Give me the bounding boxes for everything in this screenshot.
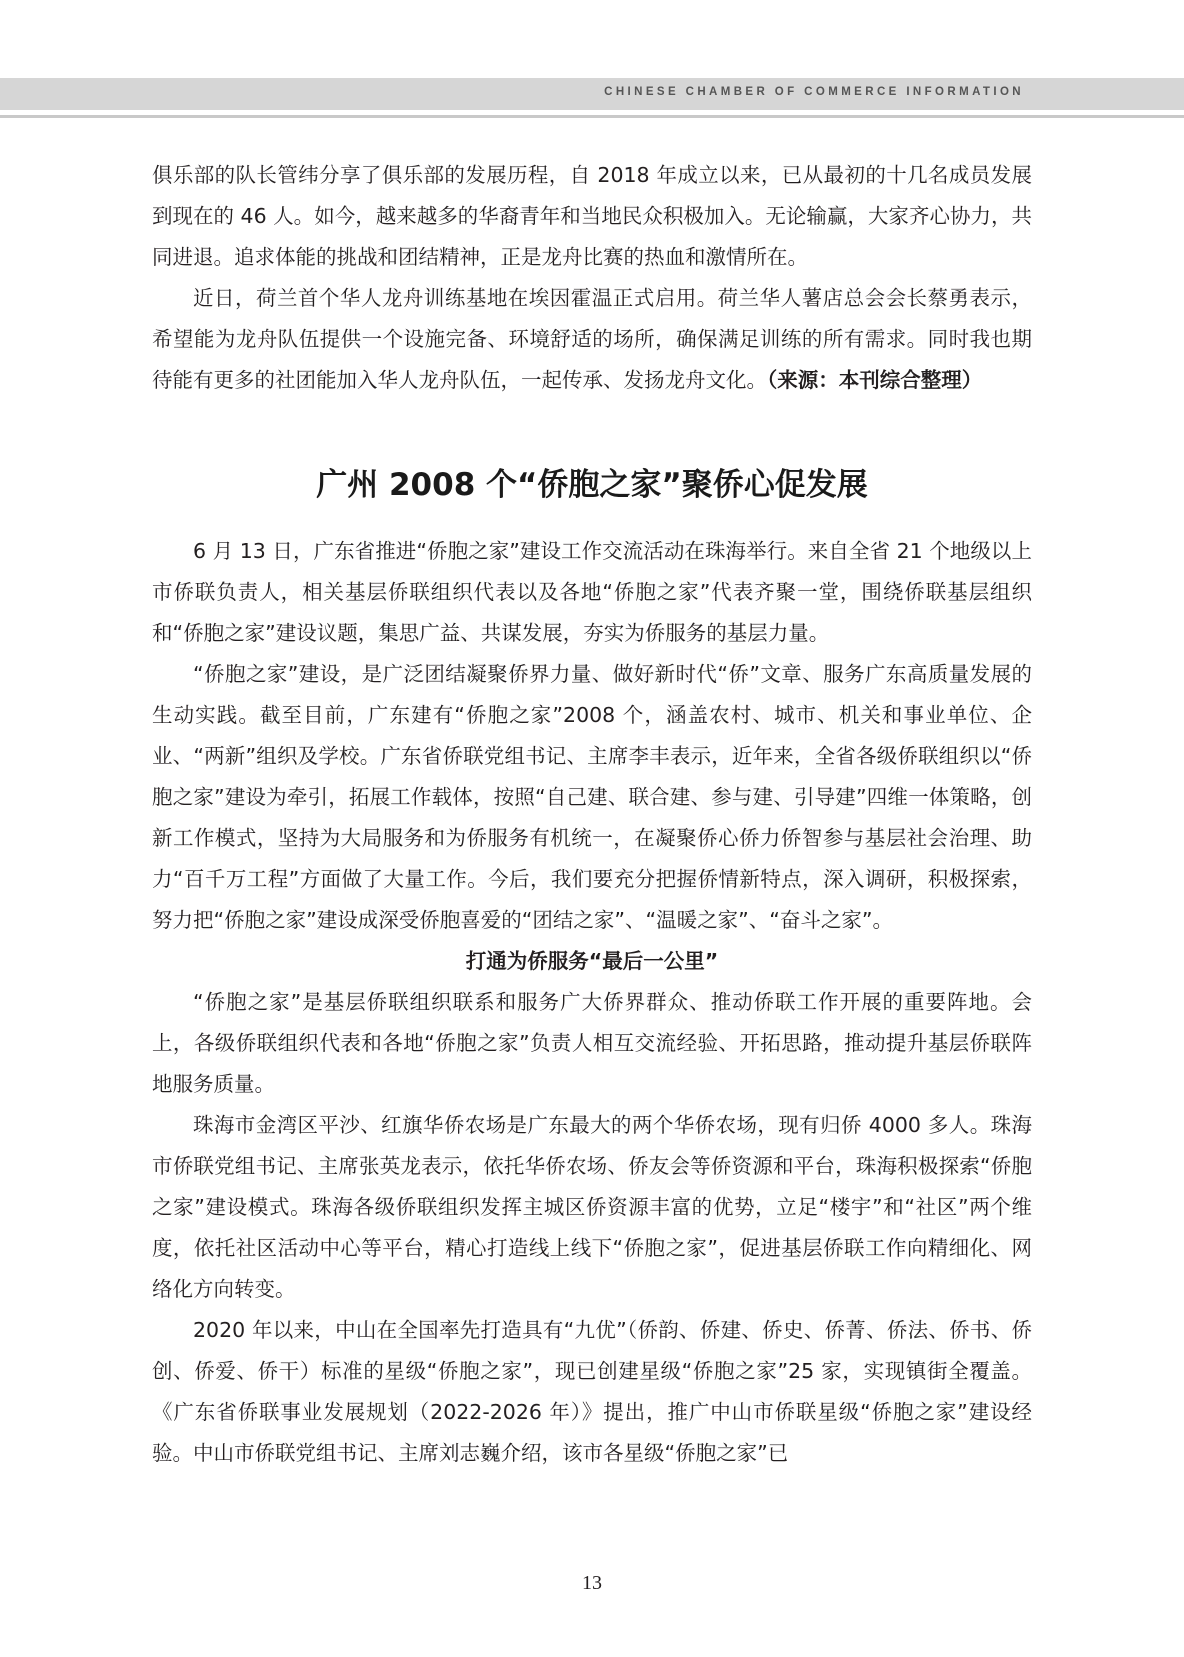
- page-number: 13: [582, 1572, 602, 1594]
- continued-paragraph-2: [152, 278, 1032, 401]
- running-title: CHINESE CHAMBER OF COMMERCE INFORMATION: [604, 86, 1024, 98]
- article-paragraph-1: 6 月 13 日，广东省推进“侨胞之家”建设工作交流活动在珠海举行。来自全省 21 个地级以上市侨联负责人，相关基层侨联组织代表以及各地“侨胞之家”代表齐聚一堂，围绕侨联基层组织和“侨胞之家”建设议题，集思广益、共谋发展，夯实为侨服务的基层力量。: [152, 539, 1032, 645]
- continued-paragraph-1: 俱乐部的队长管纬分享了俱乐部的发展历程，自 2018 年成立以来，已从最初的十几名成员发展到现在的 46 人。如今，越来越多的华裔青年和当地民众积极加入。无论输赢，大家齐心协力，共同进退。追求体能的挑战和团结精神，正是龙舟比赛的热血和激情所在。: [152, 163, 1032, 269]
- article-paragraph-3: “侨胞之家”是基层侨联组织联系和服务广大侨界群众、推动侨联工作开展的重要阵地。会上，各级侨联组织代表和各地“侨胞之家”负责人相互交流经验、开拓思路，推动提升基层侨联阵地服务质量。: [152, 990, 1032, 1096]
- continued-paragraph-2-text: 近日，荷兰首个华人龙舟训练基地在埃因霍温正式启用。荷兰华人薯店总会会长蔡勇表示，希望能为龙舟队伍提供一个设施完备、环境舒适的场所，确保满足训练的所有需求。同时我也期待能有更多的社团能加入华人龙舟队伍，一起传承、发扬龙舟文化。: [152, 286, 1032, 392]
- page-content: [152, 155, 1032, 1474]
- article-paragraph-4: 珠海市金湾区平沙、红旗华侨农场是广东最大的两个华侨农场，现有归侨 4000 多人。珠海市侨联党组书记、主席张英龙表示，依托华侨农场、侨友会等侨资源和平台，珠海积极探索“侨胞之家”建设模式。珠海各级侨联组织发挥主城区侨资源丰富的优势，立足“楼宇”和“社区”两个维度，依托社区活动中心等平台，精心打造线上线下“侨胞之家”，促进基层侨联工作向精细化、网络化方向转变。: [152, 1113, 1032, 1301]
- article-title: 广州 2008 个“侨胞之家”聚侨心促发展: [316, 467, 868, 503]
- source-credit: （来源：本刊综合整理）: [767, 368, 983, 392]
- article-paragraph-5: 2020 年以来，中山在全国率先打造具有“九优”（侨韵、侨建、侨史、侨菁、侨法、侨书、侨创、侨爱、侨干）标准的星级“侨胞之家”，现已创建星级“侨胞之家”25 家，实现镇街全覆盖。《广东省侨联事业发展规划（2022-2026 年）》提出，推广中山市侨联星级“侨胞之家”建设经验。中山市侨联党组书记、主席刘志巍介绍，该市各星级“侨胞之家”已: [152, 1318, 1032, 1465]
- header-rule: [0, 115, 1184, 118]
- section-subheading: 打通为侨服务“最后一公里”: [465, 949, 719, 973]
- header-band: [0, 78, 1184, 110]
- article-paragraph-2: “侨胞之家”建设，是广泛团结凝聚侨界力量、做好新时代“侨”文章、服务广东高质量发展的生动实践。截至目前，广东建有“侨胞之家”2008 个，涵盖农村、城市、机关和事业单位、企业、“两新”组织及学校。广东省侨联党组书记、主席李丰表示，近年来，全省各级侨联组织以“侨胞之家”建设为牵引，拓展工作载体，按照“自己建、联合建、参与建、引导建”四维一体策略，创新工作模式，坚持为大局服务和为侨服务有机统一，在凝聚侨心侨力侨智参与基层社会治理、助力“百千万工程”方面做了大量工作。今后，我们要充分把握侨情新特点，深入调研，积极探索，努力把“侨胞之家”建设成深受侨胞喜爱的“团结之家”、“温暖之家”、“奋斗之家”。: [152, 662, 1032, 932]
